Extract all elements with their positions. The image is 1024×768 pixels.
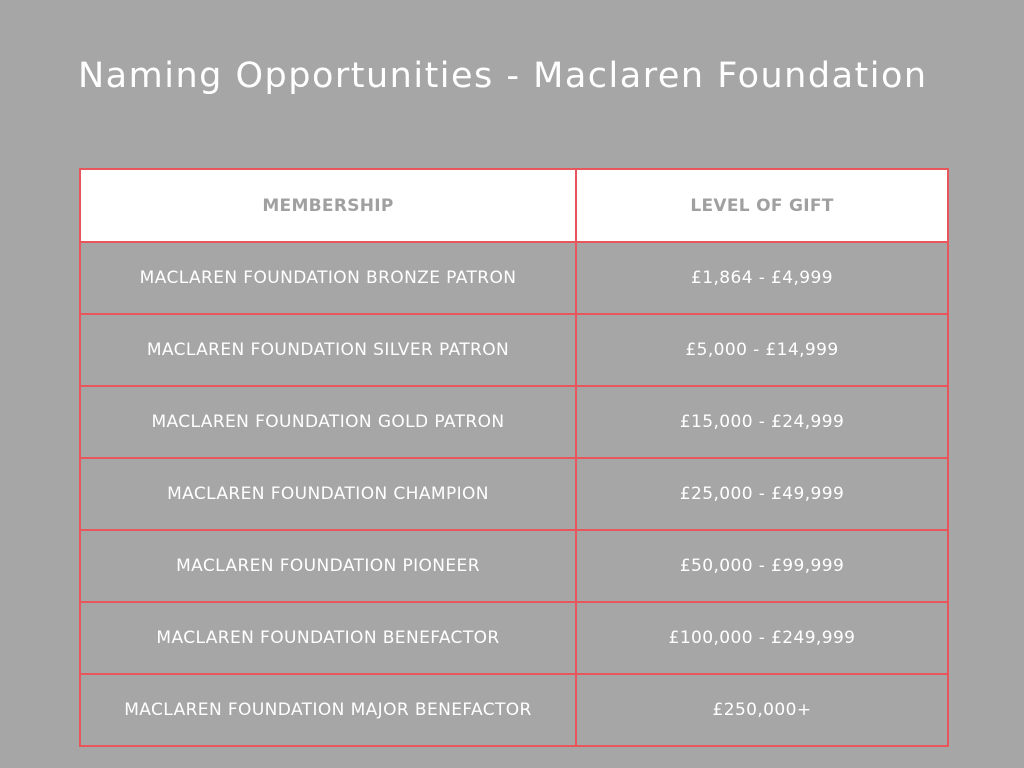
table-row bbox=[80, 530, 948, 602]
page-title: Naming Opportunities - Maclaren Foundation bbox=[78, 56, 928, 96]
membership-cell: MACLAREN FOUNDATION CHAMPION bbox=[80, 458, 576, 530]
membership-cell: MACLAREN FOUNDATION SILVER PATRON bbox=[80, 314, 576, 386]
table-header-row bbox=[80, 169, 948, 242]
table-row bbox=[80, 314, 948, 386]
gift-level-cell: £1,864 - £4,999 bbox=[576, 242, 948, 314]
gift-level-cell: £100,000 - £249,999 bbox=[576, 602, 948, 674]
membership-cell: MACLAREN FOUNDATION MAJOR BENEFACTOR bbox=[80, 674, 576, 746]
membership-cell: MACLAREN FOUNDATION PIONEER bbox=[80, 530, 576, 602]
table-row bbox=[80, 458, 948, 530]
table-row bbox=[80, 242, 948, 314]
gift-levels-table bbox=[79, 168, 949, 747]
membership-cell: MACLAREN FOUNDATION GOLD PATRON bbox=[80, 386, 576, 458]
membership-cell: MACLAREN FOUNDATION BENEFACTOR bbox=[80, 602, 576, 674]
gift-level-cell: £50,000 - £99,999 bbox=[576, 530, 948, 602]
gift-level-cell: £250,000+ bbox=[576, 674, 948, 746]
gift-level-cell: £25,000 - £49,999 bbox=[576, 458, 948, 530]
level-of-gift-column-header: LEVEL OF GIFT bbox=[576, 169, 948, 242]
table-row bbox=[80, 602, 948, 674]
table-row bbox=[80, 674, 948, 746]
membership-cell: MACLAREN FOUNDATION BRONZE PATRON bbox=[80, 242, 576, 314]
membership-column-header: MEMBERSHIP bbox=[80, 169, 576, 242]
gift-level-cell: £15,000 - £24,999 bbox=[576, 386, 948, 458]
gift-level-cell: £5,000 - £14,999 bbox=[576, 314, 948, 386]
table-row bbox=[80, 386, 948, 458]
